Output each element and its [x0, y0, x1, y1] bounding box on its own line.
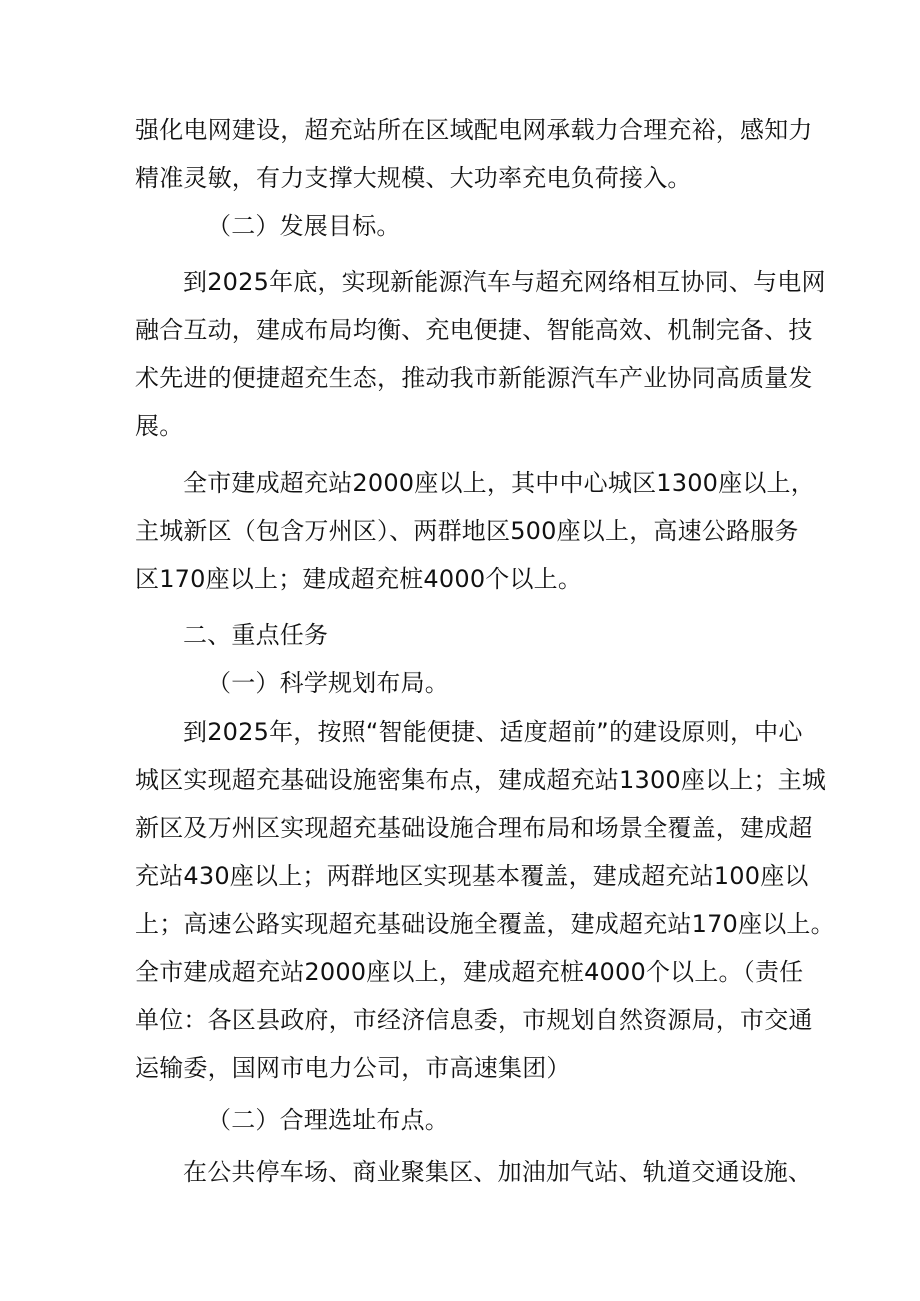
paragraph-line: 城区实现超充基础设施密集布点，建成超充站1300座以上；主城 [135, 766, 827, 794]
paragraph-line: 术先进的便捷超充生态，推动我市新能源汽车产业协同高质量发 [135, 364, 813, 392]
paragraph-line: 新区及万州区实现超充基础设施合理布局和场景全覆盖，建成超 [135, 814, 813, 842]
paragraph-line: 区170座以上；建成超充桩4000个以上。 [135, 565, 583, 593]
section-heading: （二）合理选址布点。 [207, 1106, 449, 1134]
paragraph-line: 充站430座以上；两群地区实现基本覆盖，建成超充站100座以 [135, 862, 809, 890]
paragraph-line: 主城新区（包含万州区）、两群地区500座以上，高速公路服务 [135, 517, 799, 545]
paragraph-line: 运输委，国网市电力公司，市高速集团） [135, 1054, 571, 1082]
paragraph-line: 单位：各区县政府，市经济信息委，市规划自然资源局，市交通 [135, 1006, 813, 1034]
paragraph-line: 全市建成超充站2000座以上，建成超充桩4000个以上。（责任 [135, 958, 804, 986]
section-heading: 二、重点任务 [183, 621, 329, 649]
paragraph-line: 强化电网建设，超充站所在区域配电网承载力合理充裕，感知力 [135, 116, 813, 144]
paragraph-line: 在公共停车场、商业聚集区、加油加气站、轨道交通设施、 [183, 1158, 813, 1186]
paragraph-line: 融合互动，建成布局均衡、充电便捷、智能高效、机制完备、技 [135, 316, 813, 344]
section-heading: （二）发展目标。 [207, 212, 401, 240]
section-heading: （一）科学规划布局。 [207, 669, 449, 697]
paragraph-line: 到2025年，按照“智能便捷、适度超前”的建设原则，中心 [183, 718, 803, 746]
paragraph-line: 全市建成超充站2000座以上，其中中心城区1300座以上， [183, 469, 815, 497]
paragraph-line: 展。 [135, 412, 184, 440]
paragraph-line: 上；高速公路实现超充基础设施全覆盖，建成超充站170座以上。 [135, 910, 835, 938]
paragraph-line: 到2025年底，实现新能源汽车与超充网络相互协同、与电网 [183, 268, 826, 296]
paragraph-line: 精准灵敏，有力支撑大规模、大功率充电负荷接入。 [135, 164, 692, 192]
